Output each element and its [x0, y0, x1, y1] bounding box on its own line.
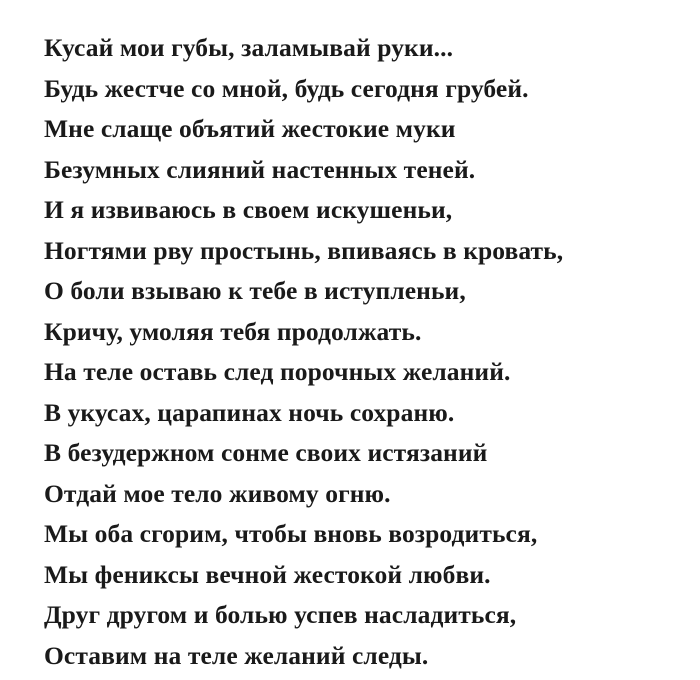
- poem-line: И я извиваюсь в своем искушеньи,: [44, 195, 453, 224]
- poem-line: Оставим на теле желаний следы.: [44, 640, 429, 670]
- poem-line: Мы фениксы вечной жестокой любви.: [44, 559, 491, 589]
- poem-line: В безудержном сонме своих истязаний: [44, 438, 488, 467]
- poem-line: Друг другом и болью успев насладиться,: [44, 600, 517, 629]
- poem-line: Кусай мои губы, заламывай руки...: [44, 33, 454, 62]
- poem-line: В укусах, царапинах ночь сохраню.: [44, 397, 455, 427]
- poem-text-block: [44, 28, 660, 676]
- poem-line: Будь жестче со мной, будь сегодня грубей.: [44, 73, 529, 103]
- poem-line: Ногтями рву простынь, впиваясь в кровать,: [44, 235, 564, 265]
- poem-line: Отдай мое тело живому огню.: [44, 478, 391, 508]
- poem-line: О боли взываю к тебе в иступленьи,: [44, 276, 466, 305]
- poem-line: Мы оба сгорим, чтобы вновь возродиться,: [44, 519, 538, 548]
- poem-line: На теле оставь след порочных желаний.: [44, 357, 511, 386]
- poem-line: Безумных слияний настенных теней.: [44, 154, 476, 184]
- poem-line: Мне слаще объятий жестокие муки: [44, 114, 456, 143]
- poem-line: Кричу, умоляя тебя продолжать.: [44, 316, 422, 346]
